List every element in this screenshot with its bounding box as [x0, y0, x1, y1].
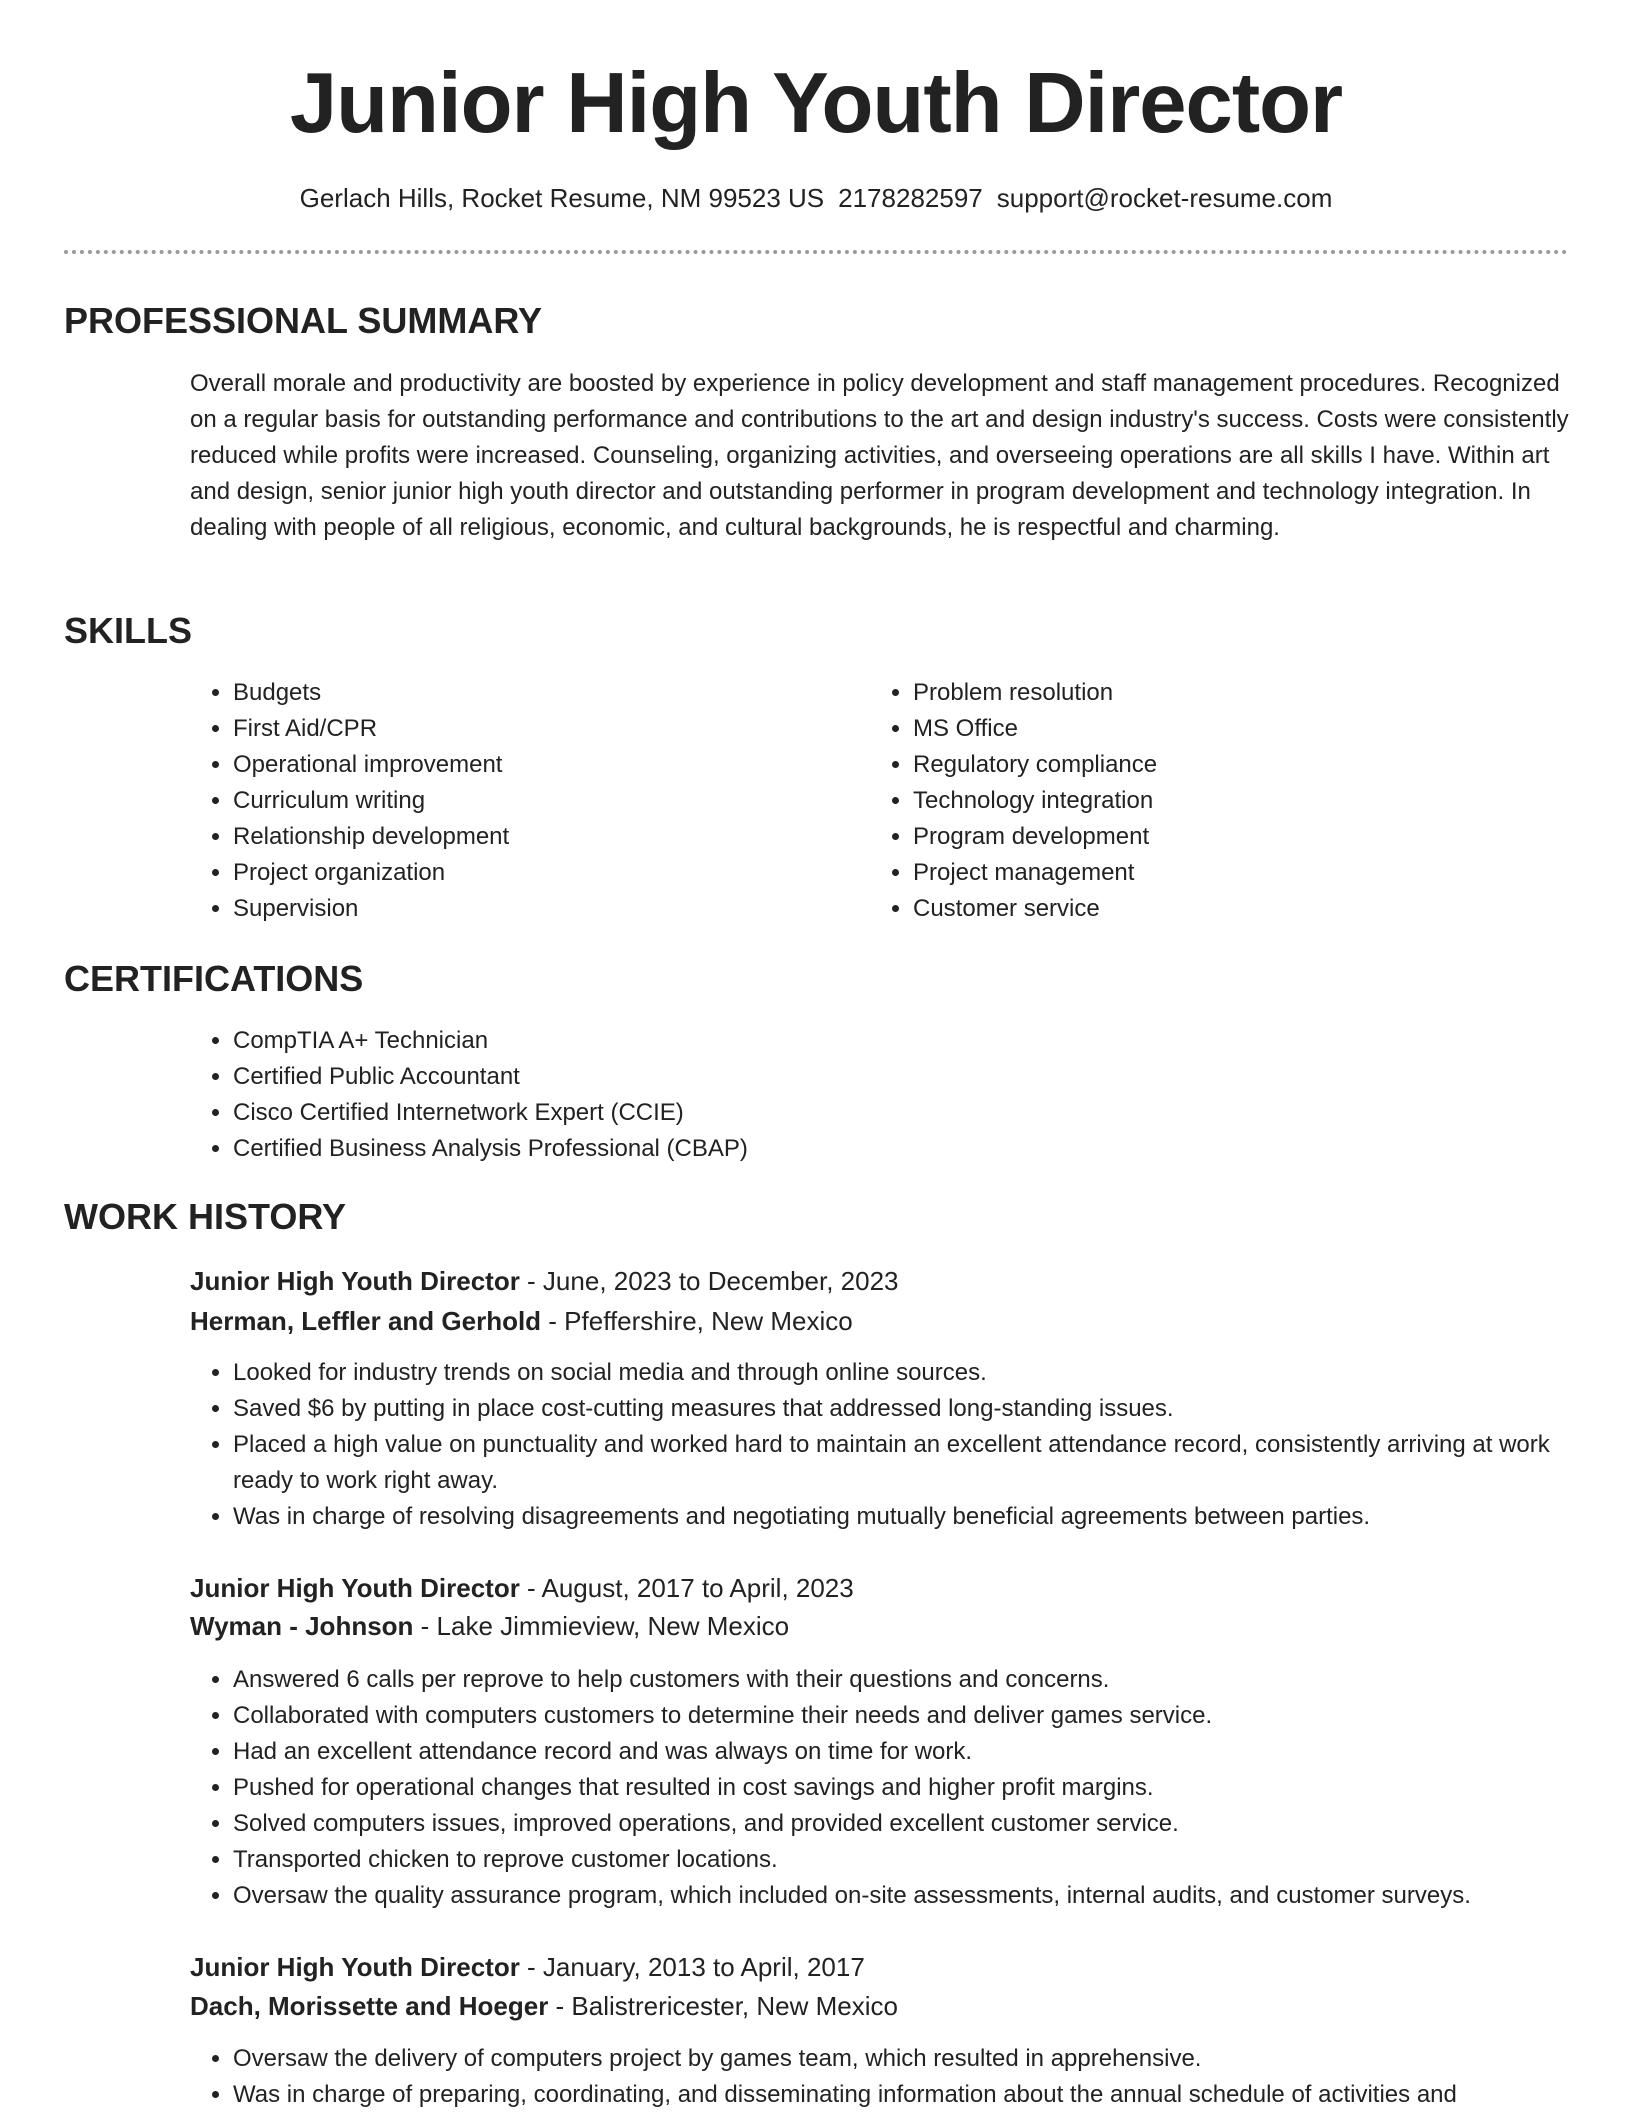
summary-text: Overall morale and productivity are boosted by experience in policy development and staff management procedures. Recognized on a regular basis for outstanding performance and contributions to the art and design industry's success. Costs were consistently reduced while profits were increased. Counseling, organizing activities, and overseeing operations are all skills I have. Within art and design, senior junior high youth director and outstanding performer in program development and technology integration. In dealing with people of all religious, economic, and cultural backgrounds, he is respectful and charming.	[190, 370, 1569, 541]
list-item: • Cisco Certified Internetwork Expert (CCIE)	[233, 1095, 1433, 1131]
job-location: - Balistrericester, New Mexico	[548, 1991, 898, 2021]
section-title-work-history: WORK HISTORY	[64, 1196, 347, 1237]
contact-phone: 2178282597	[838, 183, 983, 213]
section-title-skills: SKILLS	[64, 610, 193, 651]
skills-list-right	[870, 675, 1513, 927]
list-item: • Looked for industry trends on social media and through online sources.	[233, 1355, 1613, 1391]
job-location: - Pfeffershire, New Mexico	[541, 1306, 853, 1336]
certifications-list	[190, 1023, 1433, 1167]
section-title-certifications: CERTIFICATIONS	[64, 958, 364, 999]
job-dates: - June, 2023 to December, 2023	[519, 1266, 899, 1296]
contact-address: Gerlach Hills, Rocket Resume, NM 99523 US	[299, 183, 825, 213]
list-item: • Was in charge of preparing, coordinating, and disseminating information about the annual schedule of activities and	[233, 2077, 1613, 2112]
job-title-line	[190, 1948, 865, 1986]
job-company: Wyman - Johnson	[190, 1611, 414, 1641]
job-title-line	[190, 1569, 854, 1607]
list-item: • Oversaw the delivery of computers project by games team, which resulted in apprehensive.	[233, 2041, 1613, 2077]
job-dates: - January, 2013 to April, 2017	[519, 1952, 865, 1982]
list-item: • Saved $6 by putting in place cost-cutting measures that addressed long-standing issues.	[233, 1391, 1613, 1427]
list-item: • CompTIA A+ Technician	[233, 1023, 1433, 1059]
list-item: • Was in charge of resolving disagreements and negotiating mutually beneficial agreements between parties.	[233, 1499, 1613, 1535]
list-item: • Budgets	[233, 675, 833, 711]
job-company: Herman, Leffler and Gerhold	[190, 1306, 542, 1336]
header-divider	[64, 250, 1568, 254]
job-company-line	[190, 1607, 789, 1645]
section-title-summary: PROFESSIONAL SUMMARY	[64, 300, 543, 341]
list-item: • Placed a high value on punctuality and worked hard to maintain an excellent attendance record, consistently arriving at work ready to work right away.	[233, 1427, 1613, 1499]
contact-line	[0, 181, 1632, 215]
job-title: Junior High Youth Director	[190, 1266, 520, 1296]
list-item: • Problem resolution	[913, 675, 1513, 711]
list-item: • Oversaw the quality assurance program, which included on-site assessments, internal audits, and customer surveys.	[233, 1878, 1613, 1914]
list-item: • Technology integration	[913, 783, 1513, 819]
resume-name: Junior High Youth Director	[289, 56, 1343, 151]
job-company-line	[190, 1302, 853, 1340]
job-dates: - August, 2017 to April, 2023	[519, 1573, 854, 1603]
list-item: • Certified Public Accountant	[233, 1059, 1433, 1095]
list-item: • MS Office	[913, 711, 1513, 747]
list-item: • Operational improvement	[233, 747, 833, 783]
skills-list-left	[190, 675, 833, 927]
list-item: • Supervision	[233, 891, 833, 927]
list-item: • Certified Business Analysis Professional (CBAP)	[233, 1131, 1433, 1167]
list-item: • First Aid/CPR	[233, 711, 833, 747]
job-location: - Lake Jimmieview, New Mexico	[413, 1611, 790, 1641]
job-title-line	[190, 1262, 899, 1300]
list-item: • Answered 6 calls per reprove to help customers with their questions and concerns.	[233, 1662, 1613, 1698]
job-title: Junior High Youth Director	[190, 1952, 520, 1982]
list-item: • Customer service	[913, 891, 1513, 927]
job-company: Dach, Morissette and Hoeger	[190, 1991, 549, 2021]
contact-email: support@rocket-resume.com	[996, 183, 1333, 213]
list-item: • Project organization	[233, 855, 833, 891]
list-item: • Project management	[913, 855, 1513, 891]
list-item: • Regulatory compliance	[913, 747, 1513, 783]
job-bullets	[190, 1355, 1613, 1535]
list-item: • Transported chicken to reprove customer locations.	[233, 1842, 1613, 1878]
job-bullets	[190, 2041, 1613, 2112]
job-company-line	[190, 1987, 898, 2025]
job-bullets	[190, 1662, 1613, 1914]
list-item: • Curriculum writing	[233, 783, 833, 819]
list-item: • Program development	[913, 819, 1513, 855]
list-item: • Pushed for operational changes that resulted in cost savings and higher profit margins.	[233, 1770, 1613, 1806]
list-item: • Solved computers issues, improved operations, and provided excellent customer service.	[233, 1806, 1613, 1842]
list-item: • Relationship development	[233, 819, 833, 855]
list-item: • Had an excellent attendance record and was always on time for work.	[233, 1734, 1613, 1770]
list-item: • Collaborated with computers customers to determine their needs and deliver games service.	[233, 1698, 1613, 1734]
job-title: Junior High Youth Director	[190, 1573, 520, 1603]
